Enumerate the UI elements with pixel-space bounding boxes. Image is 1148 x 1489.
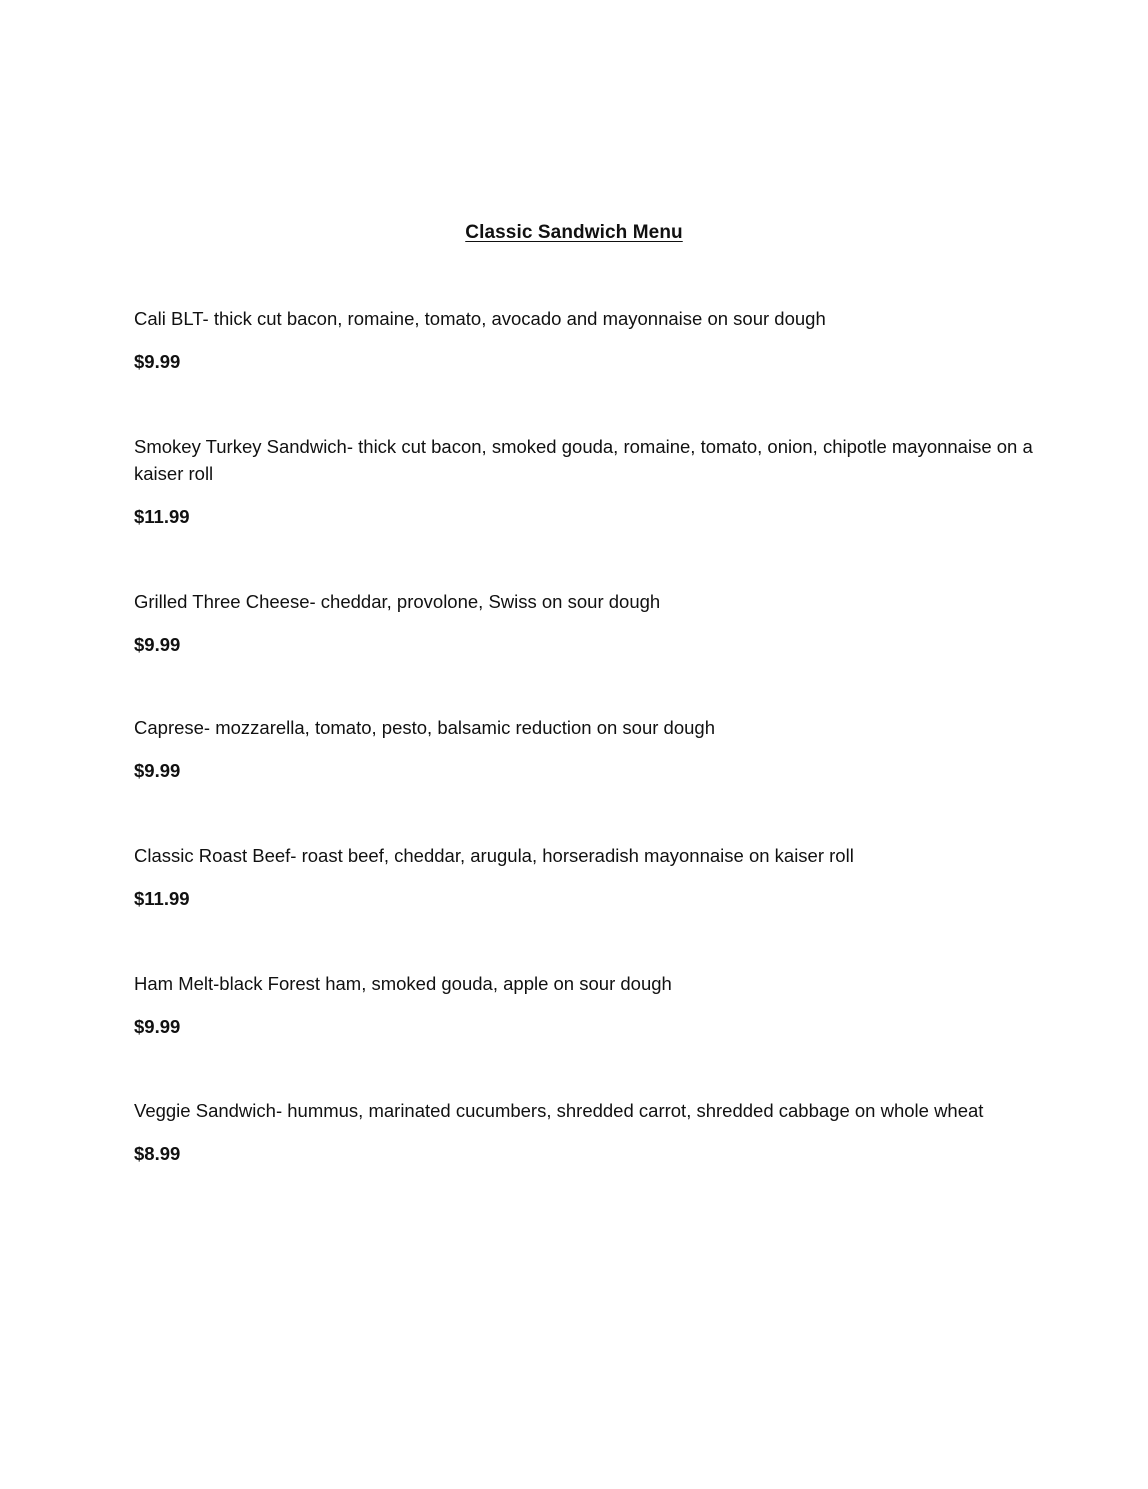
item-price: $9.99	[134, 634, 181, 655]
menu-item-cali-blt	[134, 305, 1034, 375]
item-price: $11.99	[134, 888, 190, 909]
menu-item-ham-melt	[134, 970, 1034, 1040]
item-price: $9.99	[134, 1016, 181, 1037]
item-description: Smokey Turkey Sandwich- thick cut bacon, smoked gouda, romaine, tomato, onion, chipotle mayonnaise on a kaiser roll	[134, 436, 1033, 484]
menu-item-caprese	[134, 714, 1034, 784]
item-description: Grilled Three Cheese- cheddar, provolone, Swiss on sour dough	[134, 591, 661, 612]
page-title: Classic Sandwich Menu	[465, 222, 683, 243]
item-description: Cali BLT- thick cut bacon, romaine, tomato, avocado and mayonnaise on sour dough	[134, 308, 826, 329]
item-price: $9.99	[134, 351, 181, 372]
item-price: $11.99	[134, 506, 190, 527]
menu-item-grilled-three-cheese	[134, 588, 1034, 658]
item-description: Classic Roast Beef- roast beef, cheddar, arugula, horseradish mayonnaise on kaiser roll	[134, 845, 854, 866]
item-price: $9.99	[134, 760, 181, 781]
item-description: Veggie Sandwich- hummus, marinated cucumbers, shredded carrot, shredded cabbage on whole wheat	[134, 1100, 984, 1121]
menu-item-smokey-turkey	[134, 433, 1034, 530]
item-description: Caprese- mozzarella, tomato, pesto, balsamic reduction on sour dough	[134, 717, 715, 738]
item-price: $8.99	[134, 1143, 181, 1164]
menu-item-veggie-sandwich	[134, 1097, 1034, 1167]
item-description: Ham Melt-black Forest ham, smoked gouda, apple on sour dough	[134, 973, 672, 994]
menu-item-classic-roast-beef	[134, 842, 1034, 912]
